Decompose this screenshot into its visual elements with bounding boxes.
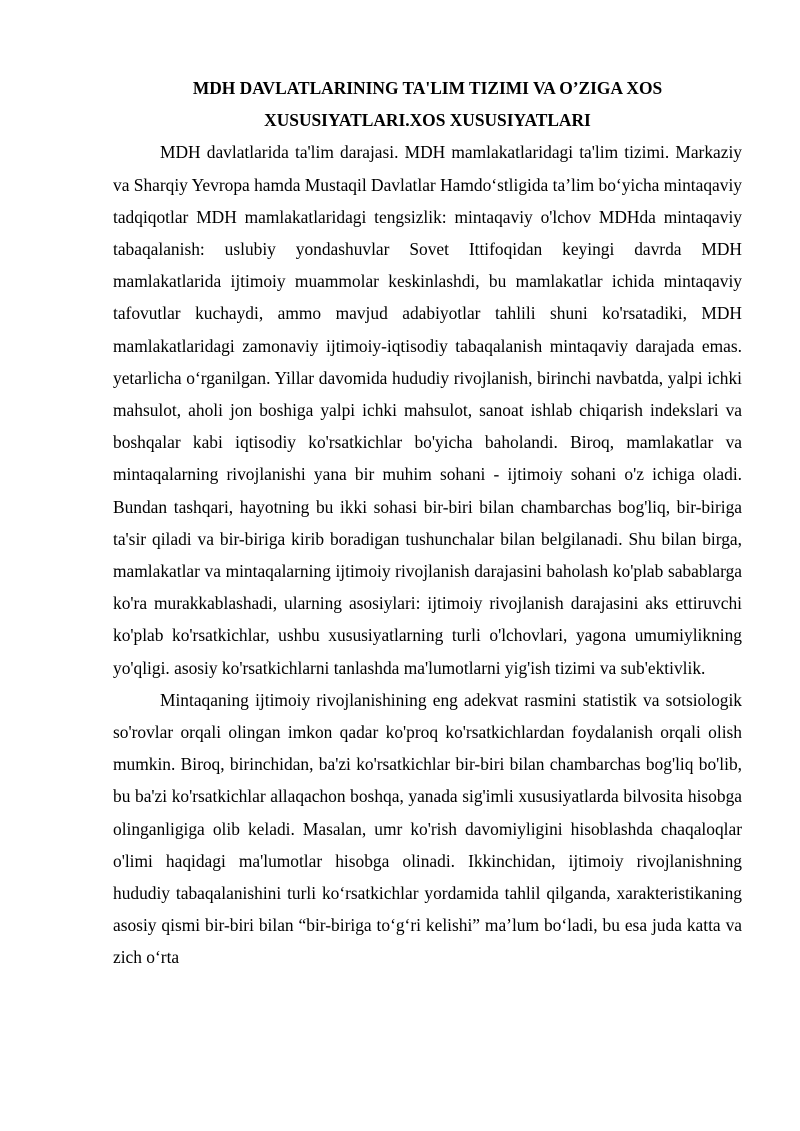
document-page — [113, 72, 742, 974]
title-line-1: MDH DAVLATLARINING TA'LIM TIZIMI VA O’ZIGA XOS — [192, 78, 663, 98]
title-line-2: XUSUSIYATLARI.XOS XUSUSIYATLARI — [264, 110, 591, 131]
paragraph-2: Mintaqaning ijtimoiy rivojlanishining eng adekvat rasmini statistik va sotsiologik so'rovlar orqali olingan imkon qadar ko'proq ko'rsatkichlardan foydalanish orqali olish mumkin. Biroq, birinchidan, ba'zi ko'rsatkichlar bir-biri bilan chambarchas bog'liq bo'lib, bu ba'zi ko'rsatkichlar allaqachon boshqa, yanada sig'imli xususiyatlarda bilvosita hisobga olinganligiga olib keladi. Masalan, umr ko'rish davomiyligini hisoblashda chaqaloqlar o'limi haqidagi ma'lumotlar hisobga olinadi. Ikkinchidan, ijtimoiy rivojlanishning hududiy tabaqalanishini turli ko‘rsatkichlar yordamida tahlil qilganda, xarakteristikaning asosiy qismi bir-biri bilan “bir-biriga to‘g‘ri kelishi” ma’lum bo‘ladi, bu esa juda katta va zich o‘rta — [113, 689, 742, 968]
document-title — [113, 72, 742, 136]
paragraph-1: MDH davlatlarida ta'lim darajasi. MDH mamlakatlaridagi ta'lim tizimi. Markaziy va Sharqiy Yevropa hamda Mustaqil Davlatlar Hamdo‘stligida ta’lim bo‘yicha mintaqaviy tadqiqotlar MDH mamlakatlaridagi tengsizlik: mintaqaviy o'lchov MDHda mintaqaviy tabaqalanish: uslubiy yondashuvlar Sovet Ittifoqidan keyingi davrda MDH mamlakatlarida ijtimoiy muammolar keskinlashdi, bu mamlakatlar ichida mintaqaviy tafovutlar kuchaydi, ammo mavjud adabiyotlar tahlili shuni ko'rsatadiki, MDH mamlakatlaridagi zamonaviy ijtimoiy-iqtisodiy tabaqalanish mintaqaviy darajada emas. yetarlicha o‘rganilgan. Yillar davomida hududiy rivojlanish, birinchi navbatda, yalpi ichki mahsulot, aholi jon boshiga yalpi ichki mahsulot, sanoat ishlab chiqarish indekslari va boshqalar kabi iqtisodiy ko'rsatkichlar bo'yicha baholandi. Biroq, mamlakatlar va mintaqalarning rivojlanishi yana bir muhim sohani - ijtimoiy sohani o'z ichiga oladi. Bundan tashqari, hayotning bu ikki sohasi bir-biri bilan chambarchas bog'liq, bir-biriga ta'sir qiladi va bir-biriga kirib boradigan tushunchalar bilan belgilanadi. Shu bilan birga, mamlakatlar va mintaqalarning ijtimoiy rivojlanish darajasini baholash ko'plab sabablarga ko'ra murakkablashadi, ularning asosiylari: ijtimoiy rivojlanish darajasini aks ettiruvchi ko'plab ko'rsatkichlar, ushbu xususiyatlarning turli o'lchovlari, yagona umumiylikning yo'qligi. asosiy ko'rsatkichlarni tanlashda ma'lumotlarni yig'ish tizimi va sub'ektivlik. — [113, 142, 742, 678]
